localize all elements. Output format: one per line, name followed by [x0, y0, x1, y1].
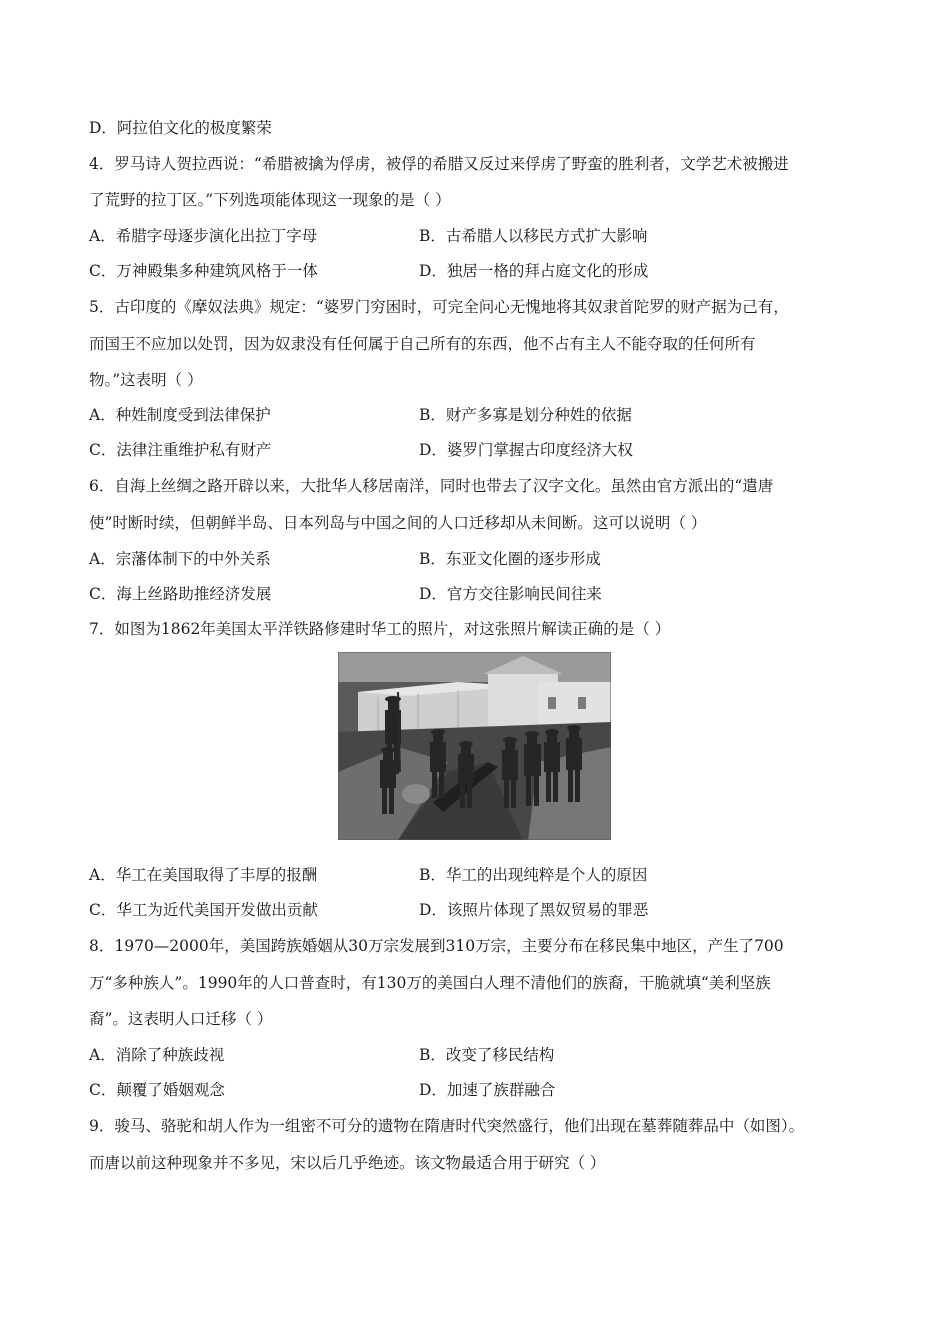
q6-option-d: D．官方交往影响民间往来: [419, 585, 602, 603]
q5-stem-line-2: 而国王不应加以处罚，因为奴隶没有任何属于自己所有的东西，他不占有主人不能夺取的任何所有: [89, 335, 756, 353]
q4-option-c: C．万神殿集多种建筑风格于一体: [89, 262, 318, 280]
q5-option-c: C．法律注重维护私有财产: [89, 441, 272, 459]
q7-option-c: C．华工为近代美国开发做出贡献: [89, 901, 318, 919]
railroad-workers-photo: [338, 652, 611, 840]
q6-stem-line-1: 6．自海上丝绸之路开辟以来，大批华人移居南洋，同时也带去了汉字文化。虽然由官方派出的“遣唐: [89, 477, 774, 495]
q5-option-d: D．婆罗门掌握古印度经济大权: [419, 441, 633, 459]
q6-option-a: A．宗藩体制下的中外关系: [89, 550, 271, 568]
q5-option-a: A．种姓制度受到法律保护: [89, 406, 271, 424]
q8-stem-line-2: 万“多种族人”。1990年的人口普查时，有130万的美国白人理不清他们的族裔，干脆就填“美利坚族: [89, 974, 771, 992]
q7-option-b: B．华工的出现纯粹是个人的原因: [419, 866, 648, 884]
q8-stem-line-1: 8．1970—2000年，美国跨族婚姻从30万宗发展到310万宗，主要分布在移民集中地区，产生了700: [89, 937, 784, 955]
q5-option-b: B．财产多寡是划分种姓的依据: [419, 406, 632, 424]
q8-option-b: B．改变了移民结构: [419, 1046, 555, 1064]
q4-option-a: A．希腊字母逐步演化出拉丁字母: [89, 227, 318, 245]
q6-option-c: C．海上丝路助推经济发展: [89, 585, 272, 603]
q4-stem-line-2: 了荒野的拉丁区。”下列选项能体现这一现象的是（ ）: [89, 191, 451, 209]
q7-stem-line-1: 7．如图为1862年美国太平洋铁路修建时华工的照片，对这张照片解读正确的是（ ）: [89, 620, 671, 638]
q7-option-a: A．华工在美国取得了丰厚的报酬: [89, 866, 318, 884]
q4-option-b: B．古希腊人以移民方式扩大影响: [419, 227, 648, 245]
q9-stem-line-1: 9．骏马、骆驼和胡人作为一组密不可分的遗物在隋唐时代突然盛行，他们出现在墓葬随葬品中（如图）。: [89, 1117, 805, 1135]
q8-stem-line-3: 裔”。这表明人口迁移（ ）: [89, 1010, 273, 1028]
q5-stem-line-3: 物。”这表明（ ）: [89, 371, 203, 389]
q9-stem-line-2: 而唐以前这种现象并不多见，宋以后几乎绝迹。该文物最适合用于研究（ ）: [89, 1154, 606, 1172]
q4-stem-line-1: 4．罗马诗人贺拉西说：“希腊被擒为俘虏，被俘的希腊又反过来俘虏了野蛮的胜利者，文学艺术被搬进: [89, 155, 789, 173]
q6-stem-line-2: 使”时断时续，但朝鲜半岛、日本列岛与中国之间的人口迁移却从未间断。这可以说明（ ）: [89, 514, 707, 532]
q6-option-b: B．东亚文化圈的逐步形成: [419, 550, 601, 568]
q8-option-a: A．消除了种族歧视: [89, 1046, 225, 1064]
q8-option-d: D．加速了族群融合: [419, 1081, 556, 1099]
q4-option-d: D．独居一格的拜占庭文化的形成: [419, 262, 649, 280]
q3-option-d: D．阿拉伯文化的极度繁荣: [89, 119, 272, 137]
q8-option-c: C．颠覆了婚姻观念: [89, 1081, 225, 1099]
q5-stem-line-1: 5．古印度的《摩奴法典》规定：“婆罗门穷困时，可完全问心无愧地将其奴隶首陀罗的财产据为己有，: [89, 298, 789, 316]
q7-option-d: D．该照片体现了黑奴贸易的罪恶: [419, 901, 649, 919]
